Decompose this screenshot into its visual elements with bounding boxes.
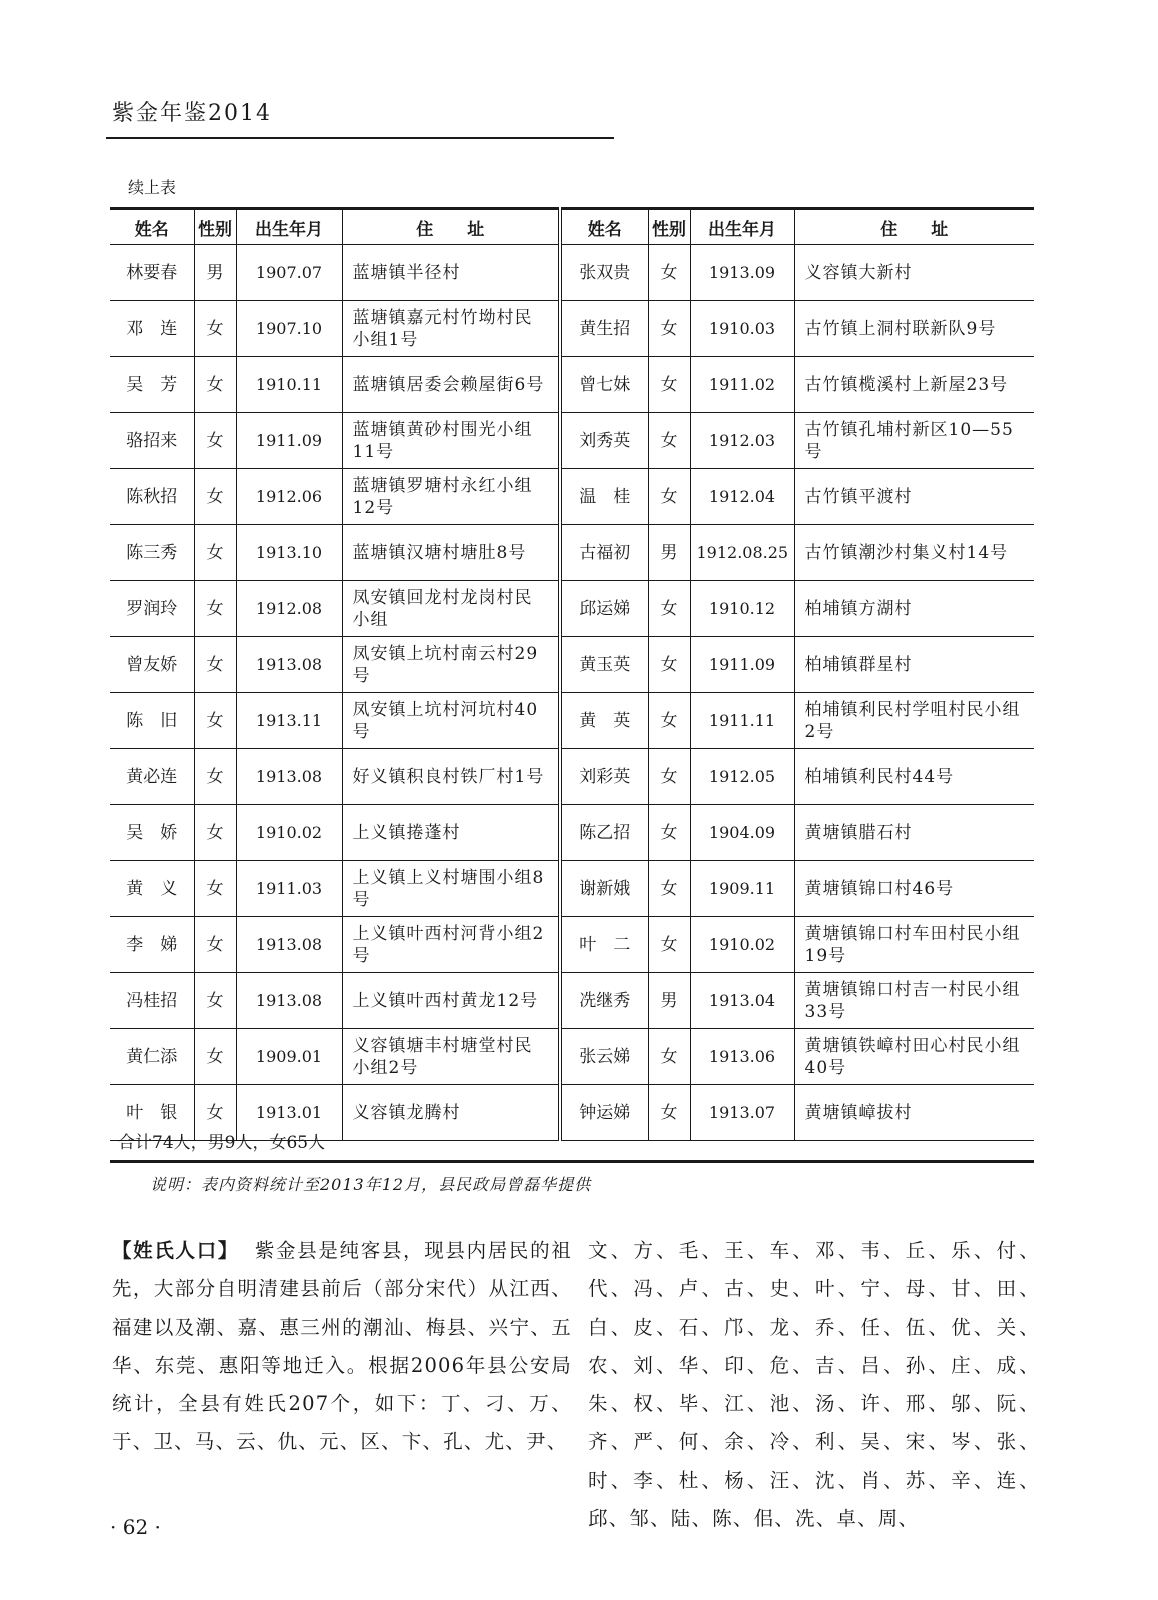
cell-gender-right: 女 bbox=[648, 301, 690, 357]
cell-name-right: 刘彩英 bbox=[560, 749, 648, 805]
cell-address-left: 蓝塘镇嘉元村竹坳村民小组1号 bbox=[342, 301, 560, 357]
cell-name-left: 黄仁添 bbox=[110, 1029, 194, 1085]
cell-address-left: 凤安镇上坑村南云村29号 bbox=[342, 637, 560, 693]
cell-birth-right: 1911.11 bbox=[690, 693, 794, 749]
cell-birth-left: 1913.08 bbox=[236, 637, 342, 693]
cell-address-left: 上义镇捲蓬村 bbox=[342, 805, 560, 861]
cell-name-left: 邓 连 bbox=[110, 301, 194, 357]
table-row bbox=[110, 805, 1034, 861]
cell-birth-right: 1912.04 bbox=[690, 469, 794, 525]
cell-address-left: 蓝塘镇罗塘村永红小组12号 bbox=[342, 469, 560, 525]
cell-address-right: 柏埔镇利民村学咀村民小组2号 bbox=[794, 693, 1034, 749]
cell-birth-right: 1909.11 bbox=[690, 861, 794, 917]
cell-address-right: 黄塘镇锦口村吉一村民小组33号 bbox=[794, 973, 1034, 1029]
cell-gender-left: 女 bbox=[194, 973, 236, 1029]
cell-birth-right: 1910.02 bbox=[690, 917, 794, 973]
cell-birth-left: 1913.01 bbox=[236, 1085, 342, 1141]
cell-birth-left: 1909.01 bbox=[236, 1029, 342, 1085]
table-row bbox=[110, 861, 1034, 917]
table-row bbox=[110, 413, 1034, 469]
cell-birth-right: 1913.07 bbox=[690, 1085, 794, 1141]
cell-gender-left: 女 bbox=[194, 1085, 236, 1141]
cell-name-right: 陈乙招 bbox=[560, 805, 648, 861]
header-address-right: 住 址 bbox=[794, 209, 1034, 245]
body-column-right: 文、方、毛、王、车、邓、韦、丘、乐、付、代、冯、卢、古、史、叶、宁、母、甘、田、白、皮、石、邝、龙、乔、任、伍、优、关、农、刘、华、印、危、吉、吕、孙、庄、成、朱、权、毕、江、池、汤、许、邢、邬、阮、齐、严、何、余、冷、利、吴、宋、岑、张、时、李、杜、杨、汪、沈、肖、苏、辛、连、邱、邹、陆、陈、佀、冼、卓、周、 bbox=[588, 1239, 1040, 1531]
cell-name-left: 陈 旧 bbox=[110, 693, 194, 749]
cell-birth-right: 1912.03 bbox=[690, 413, 794, 469]
cell-address-right: 黄塘镇铁嶂村田心村民小组40号 bbox=[794, 1029, 1034, 1085]
cell-gender-left: 女 bbox=[194, 861, 236, 917]
table-bottom-rule bbox=[110, 1160, 1034, 1163]
cell-address-left: 蓝塘镇汉塘村塘肚8号 bbox=[342, 525, 560, 581]
table-row bbox=[110, 917, 1034, 973]
cell-address-right: 黄塘镇锦口村46号 bbox=[794, 861, 1034, 917]
header-birth-left: 出生年月 bbox=[236, 209, 342, 245]
cell-gender-left: 女 bbox=[194, 637, 236, 693]
cell-name-left: 叶 银 bbox=[110, 1085, 194, 1141]
cell-address-right: 古竹镇平渡村 bbox=[794, 469, 1034, 525]
cell-address-right: 古竹镇榄溪村上新屋23号 bbox=[794, 357, 1034, 413]
cell-name-left: 林要春 bbox=[110, 245, 194, 301]
header-gender-left: 性别 bbox=[194, 209, 236, 245]
table-row bbox=[110, 1029, 1034, 1085]
cell-birth-right: 1910.03 bbox=[690, 301, 794, 357]
cell-name-right: 钟运娣 bbox=[560, 1085, 648, 1141]
cell-name-right: 叶 二 bbox=[560, 917, 648, 973]
cell-address-left: 义容镇龙腾村 bbox=[342, 1085, 560, 1141]
cell-address-left: 凤安镇上坑村河坑村40号 bbox=[342, 693, 560, 749]
cell-gender-left: 女 bbox=[194, 525, 236, 581]
cell-birth-left: 1911.03 bbox=[236, 861, 342, 917]
cell-name-right: 黄生招 bbox=[560, 301, 648, 357]
cell-birth-left: 1907.10 bbox=[236, 301, 342, 357]
cell-gender-right: 女 bbox=[648, 1029, 690, 1085]
cell-gender-left: 女 bbox=[194, 301, 236, 357]
cell-name-right: 刘秀英 bbox=[560, 413, 648, 469]
cell-address-left: 上义镇叶西村河背小组2号 bbox=[342, 917, 560, 973]
header-rule bbox=[106, 137, 614, 139]
cell-birth-left: 1912.06 bbox=[236, 469, 342, 525]
cell-gender-right: 女 bbox=[648, 469, 690, 525]
cell-gender-right: 女 bbox=[648, 413, 690, 469]
cell-name-right: 邱运娣 bbox=[560, 581, 648, 637]
table-row bbox=[110, 693, 1034, 749]
cell-birth-right: 1913.04 bbox=[690, 973, 794, 1029]
cell-gender-left: 女 bbox=[194, 581, 236, 637]
cell-birth-right: 1910.12 bbox=[690, 581, 794, 637]
cell-gender-left: 女 bbox=[194, 469, 236, 525]
cell-address-right: 古竹镇潮沙村集义村14号 bbox=[794, 525, 1034, 581]
cell-gender-left: 女 bbox=[194, 693, 236, 749]
cell-name-left: 曾友娇 bbox=[110, 637, 194, 693]
cell-address-right: 黄塘镇嶂拔村 bbox=[794, 1085, 1034, 1141]
cell-birth-left: 1913.08 bbox=[236, 973, 342, 1029]
cell-gender-right: 男 bbox=[648, 973, 690, 1029]
cell-address-right: 柏埔镇利民村44号 bbox=[794, 749, 1034, 805]
cell-gender-left: 女 bbox=[194, 749, 236, 805]
cell-address-right: 古竹镇孔埔村新区10—55号 bbox=[794, 413, 1034, 469]
cell-gender-right: 女 bbox=[648, 245, 690, 301]
cell-gender-left: 男 bbox=[194, 245, 236, 301]
cell-gender-right: 女 bbox=[648, 1085, 690, 1141]
cell-gender-right: 女 bbox=[648, 861, 690, 917]
cell-name-right: 温 桂 bbox=[560, 469, 648, 525]
cell-name-left: 黄必连 bbox=[110, 749, 194, 805]
cell-gender-right: 女 bbox=[648, 637, 690, 693]
cell-birth-right: 1911.09 bbox=[690, 637, 794, 693]
cell-name-right: 曾七妹 bbox=[560, 357, 648, 413]
cell-gender-right: 女 bbox=[648, 693, 690, 749]
cell-name-left: 骆招来 bbox=[110, 413, 194, 469]
cell-gender-right: 女 bbox=[648, 805, 690, 861]
cell-address-left: 蓝塘镇居委会赖屋街6号 bbox=[342, 357, 560, 413]
cell-birth-right: 1912.05 bbox=[690, 749, 794, 805]
cell-name-right: 张双贵 bbox=[560, 245, 648, 301]
cell-gender-left: 女 bbox=[194, 805, 236, 861]
cell-birth-right: 1913.09 bbox=[690, 245, 794, 301]
cell-birth-left: 1912.08 bbox=[236, 581, 342, 637]
cell-name-left: 陈三秀 bbox=[110, 525, 194, 581]
cell-name-left: 冯桂招 bbox=[110, 973, 194, 1029]
header-name-left: 姓名 bbox=[110, 209, 194, 245]
cell-address-left: 好义镇积良村铁厂村1号 bbox=[342, 749, 560, 805]
running-head: 紫金年鉴2014 bbox=[112, 101, 272, 126]
page-number: · 62 · bbox=[110, 1515, 161, 1539]
cell-birth-left: 1913.08 bbox=[236, 749, 342, 805]
cell-birth-left: 1913.11 bbox=[236, 693, 342, 749]
cell-name-right: 张云娣 bbox=[560, 1029, 648, 1085]
header-gender-right: 性别 bbox=[648, 209, 690, 245]
cell-name-right: 古福初 bbox=[560, 525, 648, 581]
cell-birth-right: 1904.09 bbox=[690, 805, 794, 861]
cell-birth-left: 1910.11 bbox=[236, 357, 342, 413]
table-row bbox=[110, 581, 1034, 637]
section-title: 【姓氏人口】 bbox=[112, 1239, 240, 1262]
body-column-left bbox=[112, 1232, 572, 1462]
table-row bbox=[110, 245, 1034, 301]
cell-gender-left: 女 bbox=[194, 357, 236, 413]
cell-address-left: 蓝塘镇黄砂村围光小组11号 bbox=[342, 413, 560, 469]
cell-name-right: 黄玉英 bbox=[560, 637, 648, 693]
cell-gender-right: 女 bbox=[648, 581, 690, 637]
cell-birth-right: 1912.08.25 bbox=[690, 525, 794, 581]
cell-name-left: 罗润玲 bbox=[110, 581, 194, 637]
cell-address-right: 古竹镇上洞村联新队9号 bbox=[794, 301, 1034, 357]
cell-address-left: 上义镇上义村塘围小组8号 bbox=[342, 861, 560, 917]
cell-birth-right: 1911.02 bbox=[690, 357, 794, 413]
cell-address-left: 上义镇叶西村黄龙12号 bbox=[342, 973, 560, 1029]
continued-label: 续上表 bbox=[128, 178, 177, 197]
cell-gender-left: 女 bbox=[194, 1029, 236, 1085]
table-row bbox=[110, 469, 1034, 525]
cell-name-right: 黄 英 bbox=[560, 693, 648, 749]
cell-name-left: 吴 芳 bbox=[110, 357, 194, 413]
cell-address-right: 黄塘镇腊石村 bbox=[794, 805, 1034, 861]
cell-name-right: 谢新娥 bbox=[560, 861, 648, 917]
cell-address-right: 柏埔镇群星村 bbox=[794, 637, 1034, 693]
cell-gender-right: 女 bbox=[648, 917, 690, 973]
cell-address-right: 黄塘镇锦口村车田村民小组19号 bbox=[794, 917, 1034, 973]
centenarian-table bbox=[110, 207, 1034, 1141]
cell-birth-left: 1910.02 bbox=[236, 805, 342, 861]
cell-address-right: 柏埔镇方湖村 bbox=[794, 581, 1034, 637]
cell-address-right: 义容镇大新村 bbox=[794, 245, 1034, 301]
table-row bbox=[110, 357, 1034, 413]
cell-birth-left: 1913.10 bbox=[236, 525, 342, 581]
header-address-left: 住 址 bbox=[342, 209, 560, 245]
cell-birth-right: 1913.06 bbox=[690, 1029, 794, 1085]
cell-name-left: 李 娣 bbox=[110, 917, 194, 973]
body-text-left: 紫金县是纯客县，现县内居民的祖先，大部分自明清建县前后（部分宋代）从江西、福建以及潮、嘉、惠三州的潮汕、梅县、兴宁、五华、东莞、惠阳等地迁入。根据2006年县公安局统计，全县有姓氏207个，如下：丁、刁、万、于、卫、马、云、仇、元、区、卞、孔、尤、尹、 bbox=[112, 1239, 572, 1454]
cell-gender-right: 男 bbox=[648, 525, 690, 581]
table-row bbox=[110, 973, 1034, 1029]
header-birth-right: 出生年月 bbox=[690, 209, 794, 245]
table-row bbox=[110, 301, 1034, 357]
cell-address-left: 凤安镇回龙村龙岗村民小组 bbox=[342, 581, 560, 637]
table-row bbox=[110, 749, 1034, 805]
cell-name-left: 吴 娇 bbox=[110, 805, 194, 861]
table-total: 合计74人，男9人，女65人 bbox=[118, 1133, 326, 1153]
cell-name-right: 冼继秀 bbox=[560, 973, 648, 1029]
table-row bbox=[110, 637, 1034, 693]
cell-gender-left: 女 bbox=[194, 413, 236, 469]
header-name-right: 姓名 bbox=[560, 209, 648, 245]
cell-address-left: 蓝塘镇半径村 bbox=[342, 245, 560, 301]
table-row bbox=[110, 525, 1034, 581]
cell-name-left: 黄 义 bbox=[110, 861, 194, 917]
cell-gender-right: 女 bbox=[648, 357, 690, 413]
table-note: 说明：表内资料统计至2013年12月，县民政局曾磊华提供 bbox=[150, 1175, 592, 1194]
cell-birth-left: 1907.07 bbox=[236, 245, 342, 301]
cell-birth-left: 1913.08 bbox=[236, 917, 342, 973]
cell-address-left: 义容镇塘丰村塘堂村民小组2号 bbox=[342, 1029, 560, 1085]
cell-name-left: 陈秋招 bbox=[110, 469, 194, 525]
cell-gender-left: 女 bbox=[194, 917, 236, 973]
cell-birth-left: 1911.09 bbox=[236, 413, 342, 469]
cell-gender-right: 女 bbox=[648, 749, 690, 805]
table-header-row bbox=[110, 209, 1034, 245]
